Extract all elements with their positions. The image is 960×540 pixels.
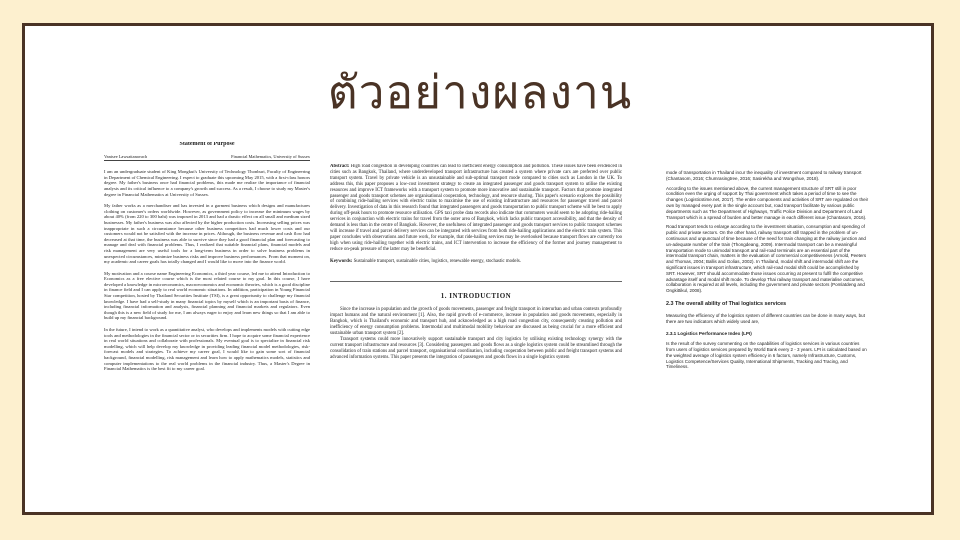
keywords-text: Sustainable transport, sustainable cities, logistics, renewable energy, stochastic models.	[353, 258, 521, 264]
thesis-excerpt-document	[666, 170, 869, 455]
paragraph: I am an undergraduate student of King Mongkut's University of Technology Thonburi, Faculty of Engineering in Department of Chemical Engineering. I expect to graduate this upcoming May 2015, with a first-class honors degree. My father's business once had financial problems, this made me realize the importance of financial analysis and its critical influence to a company's growth and success. As a result, I choose to study my Master's degree in Financial Mathematics at University of Sussex.	[104, 169, 310, 197]
paragraph: Transport systems could more innovatively support sustainable transport and city logistics by utilising existing technology synergy with the current transport infrastructure and resources [3]. Considering passengers and goods flows as a single logistics system could be streamlined through the consolidation of train stations and parcel transport, organisational coordination, including cooperation between public and freight transport systems and advanced information systems. This paper presents the integration of passengers and goods flows in a single logistics system	[330, 336, 622, 360]
section-heading: 2.3 The overall ability of Thai logistics services	[666, 300, 787, 307]
program-name: Financial Mathematics, University of Sussex	[231, 153, 310, 159]
slide-title: ตัวอย่างผลงาน	[327, 65, 633, 119]
paragraph: Is the result of the survey commenting on the capabilities of logistics services in various countries from users of logistics services prepared by World Bank every 2 - 3 years. LPI is calculated based on the weighted average of logistics system efficiency in 6 factors, namely Infrastructure, Customs, Logistics Competence/Services Quality, International Shipments, Tracking and Tracing, and Timeliness.	[666, 341, 867, 370]
abstract	[330, 164, 622, 253]
document-heading: Statement of Purpose	[179, 142, 235, 147]
divider	[330, 281, 622, 282]
paragraph: Road transport tends to enlarge according to the investment situation, consumption and spending of public and private sectors. On the other hand, railway transport still trapped in the problem of un-continuous and unpunctual of time because of the need for train changing at the railway junction and un-adequate number of the train (Thongdeang, 2009). Intermodal transport can be a meaningful transportation mode to unimodal transport and rail-road terminals are an essential part of the intermodal transport chain, matters in the evaluation of commercial competitiveness (Arnold, Peeters and Thomas, 2004; Ballis and Golias, 2002). In Thailand, modal shift and intermodal shift are the significant issues in transport infrastructure, which rail-road modal shift could be accomplished by SRT. However, SRT should accommodate those issues occurring at present to fulfil the competitive advantage itself and modal shift mode. To develop Thai railway transport and materialise outcomes, collaboration is required at all levels, including the government and private sectors (Pomlatdeng and Ongkittikul, 2008).	[666, 224, 867, 294]
research-paper-document	[330, 164, 622, 454]
subsection-heading: 2.3.1 Logistics Performance Index (LPI)	[666, 331, 752, 337]
keywords	[330, 259, 622, 265]
keywords-label: Keywords:	[330, 258, 353, 264]
paragraph: According to the issues mentioned above, the current management structure of SRT still in poor condition even the urging of support by Thai government which takes a period of time to see the changes (Logisticstime.net, 2017). The entire components and activities of SRT are regulated on their own by managed every part in the single account but, road transport facilitate by various public departments such as The Department of Highways, Traffic Police Division and Department of Land Transport which is a spread of burden and better manage in each different issue (Chantasom, 2016).	[666, 185, 869, 220]
document-meta	[104, 154, 310, 162]
paragraph: Measuring the efficiency of the logistics system of different countries can be done in many ways, but there are two indicators which widely used are,	[666, 312, 865, 324]
statement-of-purpose-document	[104, 142, 310, 460]
paragraph: My father works as a merchandiser and has invested in a garment business which designs and manufactures clothing on customer's orders worldwide. However, as government policy to increase the minimum wages by about 40% (from 220 to 300 baht) was imposed in 2013 and had a drastic effect on all small and medium sized businesses. My father's business was also affected by the higher production costs. Increasing selling prices was inappropriate in such a circumstance because other business competitors had much lower costs and our customers would not be satisfied with the increase in prices. Although, the business revenue and cash flow had decreased at that time, the business was able to survive since they had a good financial plan and forecasting to manage and deal with financial problems. Thus, I realized that suitable financial plans, financial models and risk management are very useful tools for a long-term business in order to solve business problems in unexpected circumstances, minimize business risks and improve business performances. From that moment on, my academic and career goals has totally changed and I would like to move into the finance world.	[104, 203, 310, 265]
section-heading: 1. INTRODUCTION	[440, 291, 512, 300]
paragraph: In the future, I intend to work as a quantitative analyst, who develops and implements models with cutting edge tools and methodologies in the financial sector or in securities firm. I hope to acquire some financial experience in real world situations and collaborate with professionals. My eventual goal is to specialize in financial risk modelling, which will help develop my knowledge in providing leading financial model methodologies, risk-forecast models and strategies. To achieve my career goal, I would like to gain some sort of financial background, financial modelling, risk management and learn how to apply mathematics models, statistics and computer implementations to the real world problems in the financial industry. Thus, a Master's Degree in Financial Mathematics is the best fit to my career goal.	[104, 327, 310, 372]
paragraph: My motivation and a course name Engineering Economics, a third year course, led me to attend Introduction to Economics as a free elective course which is the most related course to my goal. In this course, I have developed a knowledge in microeconomics, macroeconomics and economic theories, which is a good discipline in finance field and I can apply to real world economic situations. In addition, participation in Young Financial Star competition, hosted by Thailand Securities Institute (TSI), is a great opportunity to challenge my financial knowledge. I have had a self-study in many financial topics by myself which is an important basis of finance, including financial information and analysis, financial planning and financial markets and regulators. Even though this is a new field of study for me, I am always eager to enjoy and learn new things so that I am able to build up my financial background.	[104, 270, 310, 321]
abstract-text: High road congestion in developing countries can lead to inefficient energy consumption and pollution. These issues have been evidenced in cities such as Bangkok, Thailand, where underdeveloped transport infrastructure has created a system where private cars are preferred over public transport system. Travel by private vehicle is an unsustainable and sub-optimal transport mode compared to cities such as London in the UK. To address this, this paper proposes a low-cost investment strategy to create an integrated passenger and goods transport system to utilise the existing resources and improve ICT frameworks with a transport system to promote more innovative and sustainable transport. Factors that promote integrated passenger and goods transport schemes are organisational cooperation, technology, and resource sharing. This paper's scenario explores the possibility of combining ride-hailing services with electric trains to maximise the use of existing infrastructure and resources for passenger travel and parcel delivery. Investigation of data in this research found that integrated passengers and goods transportation to public transport scheme will be best to apply during off-peak hours to promote resource utilisation. GPS taxi probe data records also indicate that commuters would seem to be adopting ride-hailing services in conjunction with electric trains for travel from the outer area of Bangkok, which lacks public transport accessibility, and that the density of demand is less than in the centre of Bangkok. However, the usefulness of integrated passenger and goods transport services to public transport schemes will increase if travel and parcel delivery services can be integrated with services from both ride-hailing applications and the electric train system. This paper concludes with observations and future work, for example, that ride-hailing services may be overlooked because transport flows are currently too high when using ride-hailing together with electric trains, and ICT intervention to increase the efficiency of the former and journey management to reduce on-peak pressure of the latter may be beneficial.	[330, 164, 622, 252]
author-name: Vanisee Lawsattanavach	[104, 153, 148, 159]
abstract-label: Abstract:	[330, 164, 350, 169]
paragraph: mode of transportation in Thailand incur the inequality of investment compared to railway transport (Chantasom, 2016; Chumrasingtree, 2016; Sasirekha and Wongshue, 2018).	[666, 170, 862, 181]
paragraph: Since the increase in population and the growth of goods movements, passenger and freight transport in interurban and urban contexts profoundly impact humans and the natural environment [1]. Also, the rapid growth of e-commerce, increase in population and goods movements, especially in Bangkok, which is Thailand's economic and transport hub, and acknowledged as a high road congestion city, consequently creating pollution and inefficiency of energy consumption problems. Intermodal and multimodal mobility behaviour are discussed as being crucial for a more efficient and sustainable urban transport system [2].	[330, 307, 622, 337]
